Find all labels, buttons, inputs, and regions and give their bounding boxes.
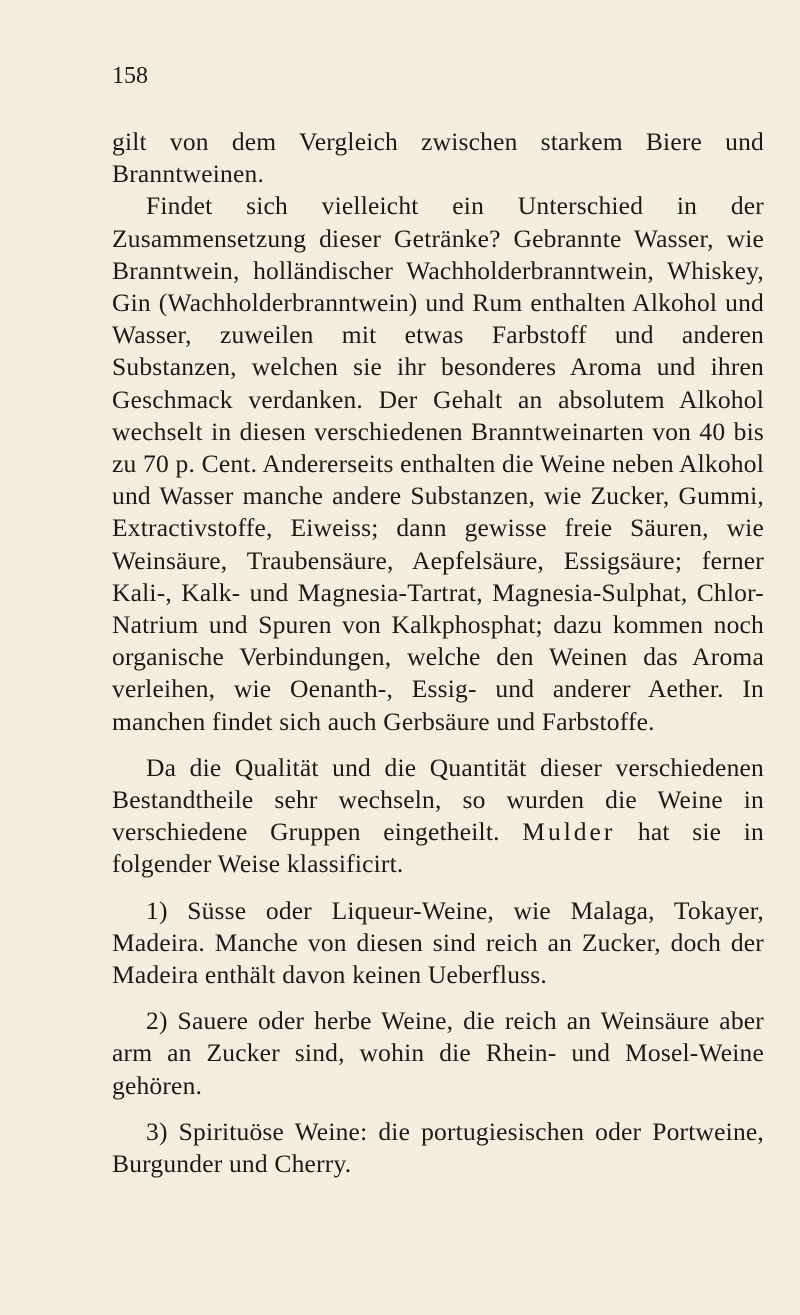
paragraph-4: 1) Süsse oder Liqueur-Weine, wie Malaga, Tokayer, Madeira. Manche von diesen sind reich an Zucker, doch der Madeira enthält davon keinen Ueberfluss. — [112, 895, 764, 990]
page-number: 158 — [112, 63, 148, 89]
paragraph-3 — [112, 752, 764, 881]
paragraph-1: gilt von dem Vergleich zwischen starkem Biere und Branntweinen. — [112, 127, 764, 189]
paragraph-3-after-name: hat sie in folgender Weise klassificirt. — [112, 817, 764, 879]
paragraph-2: Findet sich vielleicht ein Unterschied in der Zusammensetzung dieser Getränke? Gebrannte Wasser, wie Branntwein, holländischer Wachholderbranntwein, Whiskey, Gin (Wachholderbranntwein) und Rum enthalten Alkohol und Wasser, zuweilen mit etwas Farbstoff und anderen Substanzen, welchen sie ihr besonderes Aroma und ihren Geschmack verdanken. Der Gehalt an absolutem Alkohol wechselt in diesen verschiedenen Branntweinarten von 40 bis zu 70 p. Cent. Andererseits enthalten die Weine neben Alkohol und Wasser manche andere Substanzen, wie Zucker, Gummi, Extractivstoffe, Eiweiss; dann gewisse freie Säuren, wie Weinsäure, Traubensäure, Aepfelsäure, Essigsäure; ferner Kali-, Kalk- und Magnesia-Tartrat, Magnesia-Sulphat, Chlor-Natrium und Spuren von Kalkphosphat; dazu kommen noch organische Verbindungen, welche den Weinen das Aroma verleihen, wie Oenanth-, Essig- und anderer Aether. In manchen findet sich auch Gerbsäure und Farbstoffe. — [112, 191, 764, 736]
paragraph-6: 3) Spirituöse Weine: die portugiesischen oder Portweine, Burgunder und Cherry. — [112, 1116, 764, 1179]
author-name-mulder: Mulder — [522, 817, 616, 847]
paragraph-3-before-name: Da die Qualität und die Quantität dieser verschiedenen Bestandtheile sehr wechseln, so wurden die Weine in verschiedene Gruppen eingetheilt. — [112, 752, 764, 847]
body-text — [112, 126, 764, 1180]
paragraph-5: 2) Sauere oder herbe Weine, die reich an Weinsäure aber arm an Zucker sind, wohin die Rhein- und Mosel-Weine gehören. — [112, 1006, 764, 1100]
